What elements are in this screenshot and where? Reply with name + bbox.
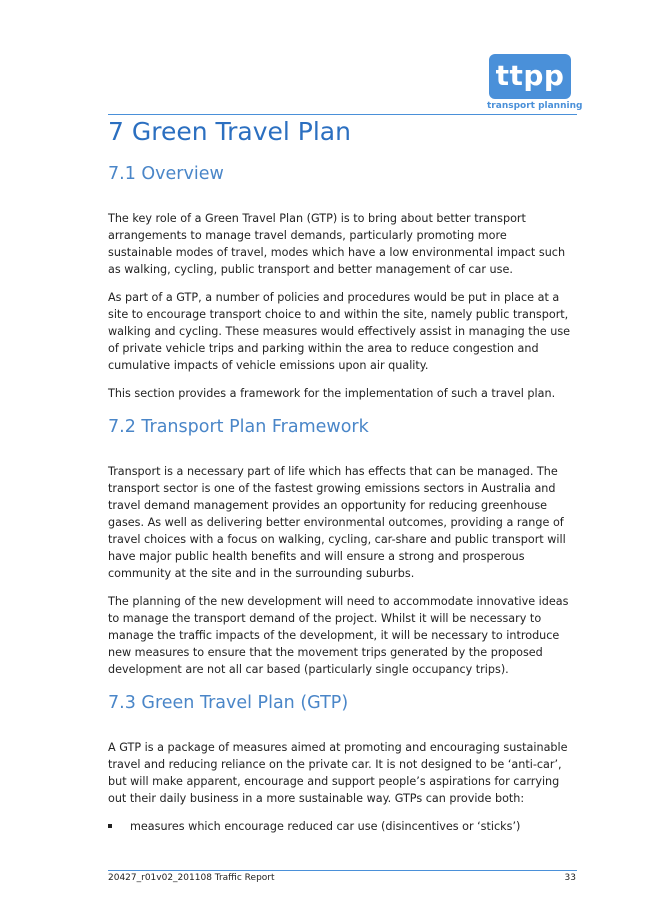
subsection-heading-overview: 7.1 Overview <box>108 164 224 184</box>
bullet-icon <box>108 824 112 828</box>
paragraph: This section provides a framework for the implementation of such a travel plan. <box>108 387 556 400</box>
paragraph: A GTP is a package of measures aimed at promoting and encouraging sustainable travel and reducing reliance on the private car. It is not designed to be ‘anti-car’, but will make apparent, encourage and support people’s aspirations for carrying out their daily business in a more sustainable way. GTPs can provide both: <box>108 741 568 805</box>
paragraph: As part of a GTP, a number of policies and procedures would be put in place at a site to encourage transport choice to and within the site, namely public transport, walking and cycling. These measures would effectively assist in managing the use of private vehicle trips and parking within the area to reduce congestion and cumulative impacts of vehicle emissions upon air quality. <box>108 291 571 372</box>
logo-tagline: transport planning <box>487 101 583 111</box>
page-content <box>108 117 574 835</box>
bullet-list-item <box>108 818 574 835</box>
paragraph: Transport is a necessary part of life which has effects that can be managed. The transport sector is one of the fastest growing emissions sectors in Australia and travel demand management provides an opportunity for reducing greenhouse gases. As well as delivering better environmental outcomes, providing a range of travel choices with a focus on walking, cycling, car-share and public transport will have major public health benefits and will ensure a strong and prosperous community at the site and in the surrounding suburbs. <box>108 465 566 580</box>
section-title: 7 Green Travel Plan <box>108 117 351 146</box>
company-logo <box>487 54 583 111</box>
subsection-heading-gtp: 7.3 Green Travel Plan (GTP) <box>108 693 349 713</box>
paragraph: The planning of the new development will need to accommodate innovative ideas to manage the transport demand of the project. Whilst it will be necessary to manage the traffic impacts of the development, it will be necessary to introduce new measures to ensure that the movement trips generated by the proposed development are not all car based (particularly single occupancy trips). <box>108 595 569 676</box>
bullet-text: measures which encourage reduced car use (disincentives or ‘sticks’) <box>130 820 521 833</box>
footer-document-reference: 20427_r01v02_201108 Traffic Report <box>108 873 275 883</box>
paragraph: The key role of a Green Travel Plan (GTP) is to bring about better transport arrangements to manage travel demands, particularly promoting more sustainable modes of travel, modes which have a low environmental impact such as walking, cycling, public transport and better management of car use. <box>108 212 566 276</box>
footer-rule <box>108 870 577 871</box>
footer-page-number: 33 <box>564 873 576 883</box>
header-rule <box>108 114 577 115</box>
logo-mark: ttpp <box>489 54 571 99</box>
bullet-list <box>108 818 574 835</box>
subsection-heading-framework: 7.2 Transport Plan Framework <box>108 417 369 437</box>
